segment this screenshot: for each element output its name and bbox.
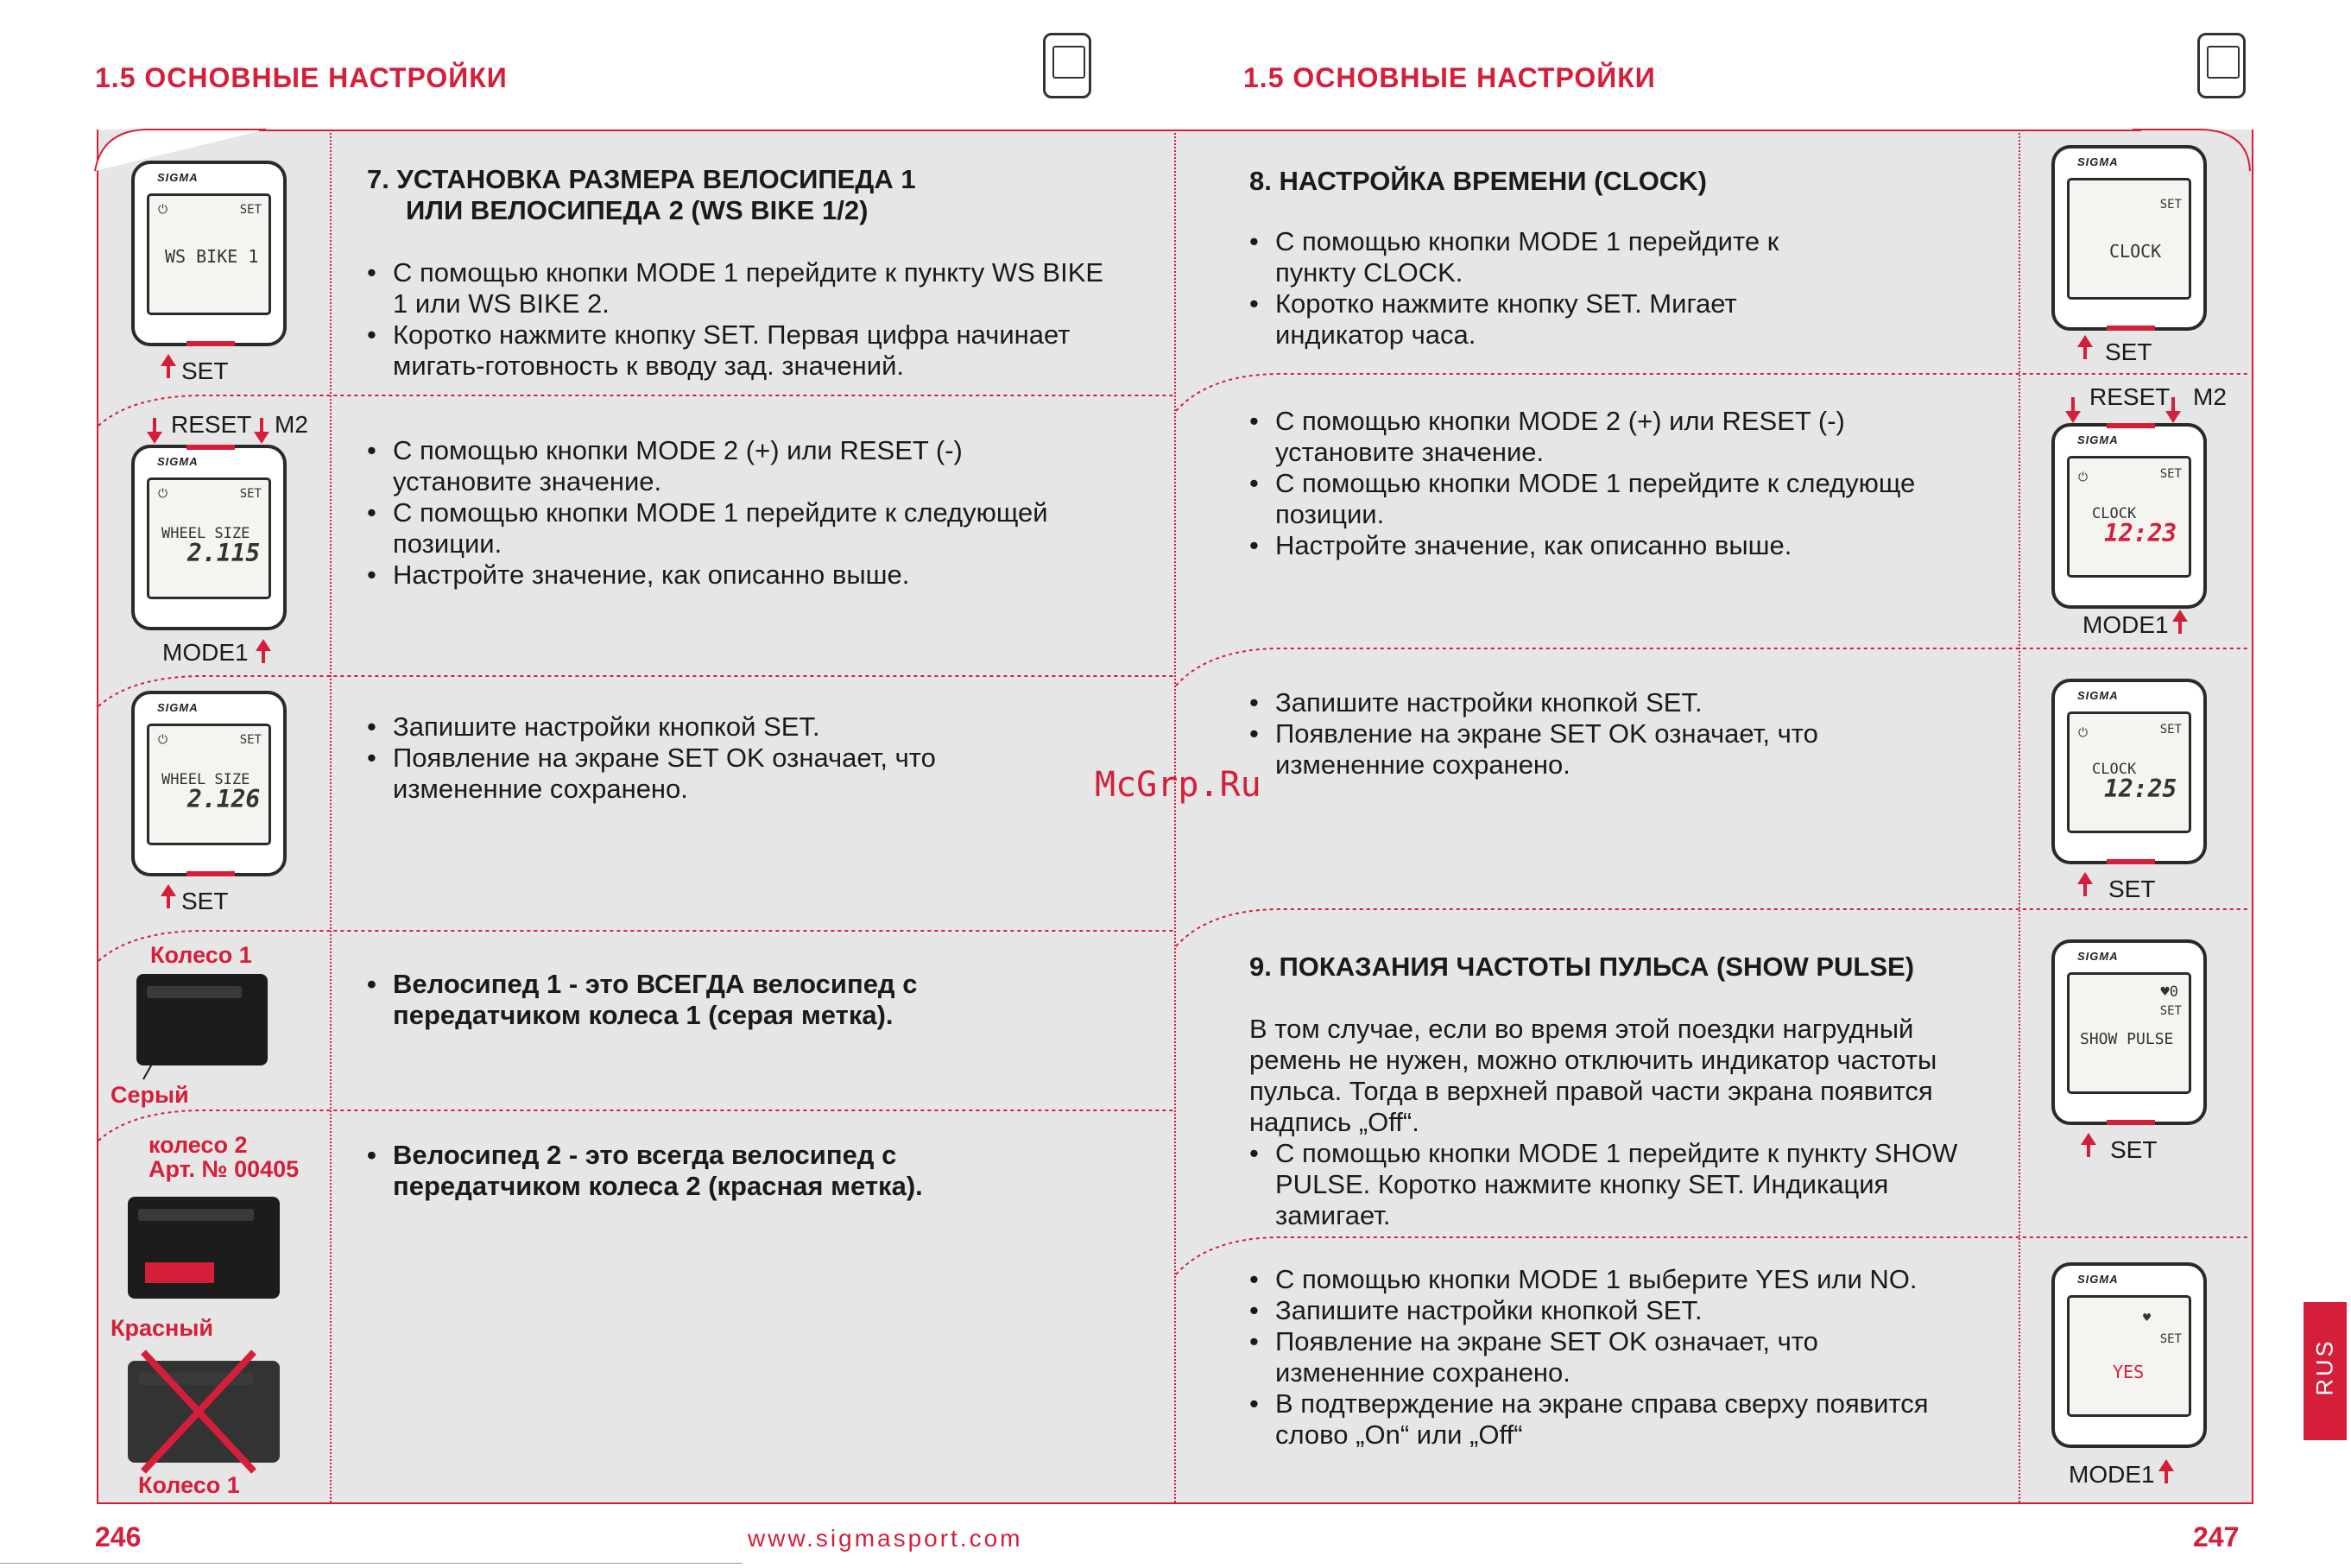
page-divider bbox=[1174, 130, 1176, 1502]
bike-computer-wheel-size bbox=[131, 445, 287, 630]
column-divider bbox=[330, 130, 332, 1502]
row-divider bbox=[97, 393, 1176, 427]
list-item: • С помощью кнопки MODE 2 (+) или RESET (-) установите значение. bbox=[1249, 406, 1923, 468]
power-icon: ⏻ bbox=[158, 203, 168, 217]
screen-label: CLOCK bbox=[2109, 241, 2162, 262]
set-button-label: SET bbox=[2110, 1136, 2158, 1163]
lcd-screen: ⏻ SET CLOCK 12:25 bbox=[2067, 711, 2191, 833]
column-divider bbox=[2019, 130, 2020, 1502]
heart-icon: ♥0 bbox=[2160, 983, 2178, 1001]
clock-value: 12:23 bbox=[2104, 519, 2177, 547]
wheel-1-label: Колесо 1 bbox=[150, 942, 252, 968]
article-number: Арт. № 00405 bbox=[149, 1156, 300, 1182]
bike-2-note: • Велосипед 2 - это всегда велосипед с передатчиком колеса 2 (красная метка). bbox=[367, 1140, 989, 1202]
bike-computer-ws-bike bbox=[131, 161, 287, 346]
clock-value: 12:25 bbox=[2104, 775, 2177, 803]
list-item: • Запишите настройки кнопкой SET. bbox=[1249, 687, 1854, 718]
screen-label: SHOW PULSE bbox=[2080, 1030, 2174, 1048]
wheel-2-sensor bbox=[128, 1197, 280, 1299]
lcd-screen: ♥0 SET SHOW PULSE bbox=[2067, 972, 2191, 1094]
lcd-screen: ⏻ SET WHEEL SIZE 2.115 bbox=[147, 477, 271, 599]
sigma-logo: SIGMA bbox=[2077, 155, 2119, 168]
arrow-up-icon bbox=[2077, 872, 2093, 884]
screen-label: WHEEL SIZE bbox=[161, 525, 250, 542]
wheel-1-bottom-label: Колесо 1 bbox=[138, 1472, 240, 1498]
device-icon bbox=[1043, 33, 1091, 98]
footer-url[interactable]: www.sigmasport.com bbox=[748, 1525, 1023, 1552]
page-number-right: 247 bbox=[2193, 1521, 2240, 1552]
bottom-rule bbox=[0, 1563, 743, 1564]
screen-label: CLOCK bbox=[2092, 761, 2137, 778]
device-icon bbox=[2197, 33, 2246, 98]
right-page-title: 1.5 ОСНОВНЫЕ НАСТРОЙКИ bbox=[1243, 62, 1656, 93]
m2-button-label: M2 bbox=[275, 411, 308, 438]
arrow-up-icon bbox=[2172, 610, 2188, 622]
wheel-2-label: колесо 2 bbox=[149, 1132, 248, 1158]
screen-label: CLOCK bbox=[2092, 505, 2137, 522]
reset-button-label: RESET bbox=[171, 411, 252, 438]
power-icon: ⏻ bbox=[158, 733, 168, 747]
list-item: • С помощью кнопки MODE 1 выберите YES или NO. bbox=[1249, 1264, 1966, 1295]
bike-computer-clock bbox=[2051, 145, 2207, 331]
list-item: • С помощью кнопки MODE 1 перейдите к пункту SHOW PULSE. Коротко нажмите кнопку SET. Индикация замигает. bbox=[1249, 1138, 1966, 1231]
arrow-up-icon bbox=[161, 884, 176, 896]
power-icon: ⏻ bbox=[2078, 471, 2089, 484]
sigma-logo: SIGMA bbox=[157, 701, 199, 714]
wheel-size-value: 2.126 bbox=[187, 785, 261, 813]
mode1-button-label: MODE1 bbox=[2082, 611, 2169, 638]
set-button-label: SET bbox=[181, 357, 229, 384]
lcd-screen: SET CLOCK bbox=[2067, 178, 2191, 300]
arrow-up-icon bbox=[256, 639, 271, 651]
list-item: • С помощью кнопки MODE 1 перейдите к пункту WS BIKE 1 или WS BIKE 2. bbox=[367, 257, 1109, 319]
section-7-step-2 bbox=[367, 435, 1058, 591]
row-divider bbox=[97, 1108, 1176, 1142]
lcd-screen: ⏻ SET WHEEL SIZE 2.126 bbox=[147, 724, 271, 845]
list-item: • Появление на экране SET OK означает, что измененние сохранено. bbox=[1249, 1326, 1966, 1388]
bike-computer-clock-edit bbox=[2051, 423, 2207, 609]
mode1-button-label: MODE1 bbox=[2069, 1461, 2155, 1488]
left-page-title: 1.5 ОСНОВНЫЕ НАСТРОЙКИ bbox=[95, 62, 508, 93]
bike-computer-pulse-yes bbox=[2051, 1262, 2207, 1448]
section-7-step-3 bbox=[367, 711, 971, 805]
section-8-title: 8. НАСТРОЙКА ВРЕМЕНИ (CLOCK) bbox=[1249, 166, 1707, 196]
lcd-screen: ⏻ SET CLOCK 12:23 bbox=[2067, 456, 2191, 578]
m2-button-label: M2 bbox=[2193, 383, 2227, 410]
reset-button-label: RESET bbox=[2089, 383, 2171, 410]
button-tab bbox=[186, 341, 235, 346]
sigma-logo: SIGMA bbox=[2077, 1273, 2119, 1286]
language-tab: RUS bbox=[2304, 1302, 2347, 1440]
list-item: • Коротко нажмите кнопку SET. Первая цифра начинает мигать-готовность к вводу зад. значений. bbox=[367, 319, 1109, 382]
lcd-screen: ♥ SET YES bbox=[2067, 1295, 2191, 1417]
list-item: • С помощью кнопки MODE 1 перейдите к следующе позиции. bbox=[1249, 468, 1923, 530]
arrow-up-icon bbox=[2081, 1133, 2096, 1145]
sigma-logo: SIGMA bbox=[157, 171, 199, 184]
arrow-down-icon bbox=[2065, 411, 2081, 423]
sigma-logo: SIGMA bbox=[2077, 689, 2119, 702]
list-item: • Настройте значение, как описанно выше. bbox=[1249, 530, 1923, 561]
list-item: • Появление на экране SET OK означает, что измененние сохранено. bbox=[1249, 718, 1854, 781]
section-7-title: 7. УСТАНОВКА РАЗМЕРА ВЕЛОСИПЕДА 1 ИЛИ ВЕЛОСИПЕДА 2 (WS BIKE 1/2) bbox=[367, 164, 916, 225]
pointer-line bbox=[140, 1036, 192, 1088]
sigma-logo: SIGMA bbox=[2077, 950, 2119, 963]
arrow-up-icon bbox=[2077, 335, 2093, 347]
arrow-down-icon bbox=[2165, 411, 2181, 423]
screen-label: WS BIKE 1 bbox=[165, 246, 259, 267]
section-9-step-1 bbox=[1249, 1138, 1966, 1231]
section-8-step-1 bbox=[1249, 226, 1854, 351]
section-9-step-2 bbox=[1249, 1264, 1966, 1451]
bike-computer-wheel-size-saved bbox=[131, 691, 287, 876]
watermark: McGrp.Ru bbox=[1095, 765, 1261, 805]
arrow-up-icon bbox=[2158, 1459, 2174, 1471]
list-item: • Появление на экране SET OK означает, что измененние сохранено. bbox=[367, 743, 971, 805]
cross-icon bbox=[138, 1347, 259, 1476]
lcd-screen: ⏻ SET WS BIKE 1 bbox=[147, 193, 271, 315]
section-8-step-3 bbox=[1249, 687, 1854, 781]
bike-1-note: • Велосипед 1 - это ВСЕГДА велосипед с передатчиком колеса 1 (серая метка). bbox=[367, 969, 989, 1031]
grey-label: Серый bbox=[111, 1082, 189, 1108]
list-item: • С помощью кнопки MODE 1 перейдите к пункту CLOCK. bbox=[1249, 226, 1854, 288]
power-icon: ⏻ bbox=[158, 487, 168, 501]
list-item: • Запишите настройки кнопкой SET. bbox=[1249, 1295, 1966, 1326]
arrow-down-icon bbox=[254, 432, 269, 444]
wheel-size-value: 2.115 bbox=[187, 539, 261, 567]
list-item: • Настройте значение, как описанно выше. bbox=[367, 560, 1058, 591]
bike-computer-show-pulse bbox=[2051, 939, 2207, 1125]
screen-label: WHEEL SIZE bbox=[161, 771, 250, 788]
power-icon: ⏻ bbox=[2078, 726, 2089, 740]
yes-value: YES bbox=[2113, 1362, 2145, 1382]
list-item: • Коротко нажмите кнопку SET. Мигает индикатор часа. bbox=[1249, 288, 1854, 351]
section-9-intro: В том случае, если во время этой поездки нагрудный ремень не нужен, можно отключить индикатор частоты пульса. Тогда в верхней правой части экрана появится надпись „Off“. bbox=[1249, 1014, 1937, 1137]
section-9-title: 9. ПОКАЗАНИЯ ЧАСТОТЫ ПУЛЬСА (SHOW PULSE) bbox=[1249, 952, 1915, 982]
arrow-down-icon bbox=[147, 432, 162, 444]
set-button-label: SET bbox=[181, 888, 229, 914]
list-item: • С помощью кнопки MODE 1 перейдите к следующей позиции. bbox=[367, 497, 1058, 560]
arrow-up-icon bbox=[161, 354, 176, 366]
list-item: • Запишите настройки кнопкой SET. bbox=[367, 711, 971, 743]
list-item: • В подтверждение на экране справа сверху появится слово „On“ или „Off“ bbox=[1249, 1388, 1966, 1451]
bike-computer-clock-saved bbox=[2051, 679, 2207, 864]
row-divider bbox=[97, 928, 1176, 963]
section-8-step-2 bbox=[1249, 406, 1923, 561]
sigma-logo: SIGMA bbox=[2077, 433, 2119, 446]
page-number-left: 246 bbox=[95, 1521, 142, 1552]
list-item: • С помощью кнопки MODE 2 (+) или RESET (-) установите значение. bbox=[367, 435, 1058, 497]
heart-icon: ♥ bbox=[2142, 1310, 2151, 1325]
set-button-label: SET bbox=[2108, 876, 2156, 902]
set-button-label: SET bbox=[2105, 338, 2152, 365]
sigma-logo: SIGMA bbox=[157, 455, 199, 468]
red-label: Красный bbox=[111, 1315, 213, 1341]
section-7-step-1 bbox=[367, 257, 1109, 382]
panel-top-border bbox=[259, 130, 2141, 131]
mode1-button-label: MODE1 bbox=[162, 639, 249, 666]
